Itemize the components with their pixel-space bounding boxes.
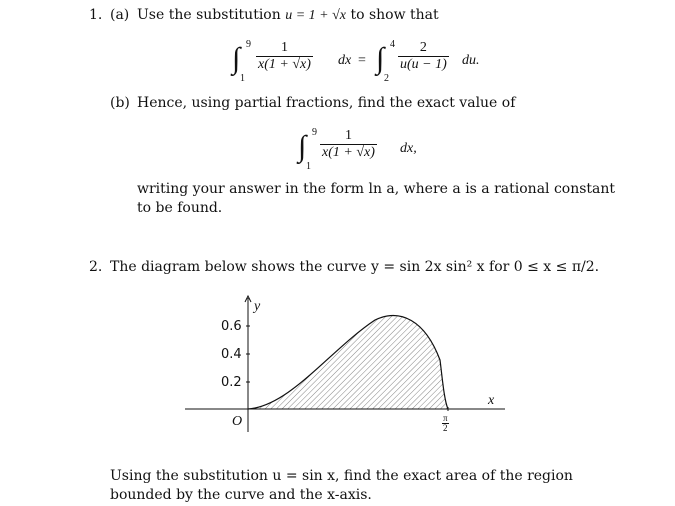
integrand-numerator: 1 — [344, 128, 352, 143]
x-tick-numerator: π — [442, 413, 448, 423]
integral-sign: ∫ — [376, 42, 385, 75]
rhs-denominator: u(u − 1) — [400, 57, 447, 72]
q1a-equation — [230, 34, 490, 84]
q1b-label: (b) — [110, 95, 130, 111]
q2-closing-line-1: Using the substitution u = sin x, find the exact area of the region — [110, 468, 573, 484]
shaded-region — [248, 316, 448, 409]
q1-number: 1. — [89, 7, 103, 23]
q1b-answer-line-2: to be found. — [137, 200, 223, 216]
lower-limit: 2 — [384, 73, 389, 84]
q2-number: 2. — [89, 259, 103, 275]
lower-limit: 1 — [306, 161, 311, 172]
q2-intro: The diagram below shows the curve y = sin 2x sin² x for 0 ≤ x ≤ π/2. — [110, 259, 600, 275]
q1b-instruction: Hence, using partial fractions, find the exact value of — [137, 95, 516, 111]
rhs-differential: du. — [462, 53, 480, 68]
integral-sign: ∫ — [232, 42, 241, 75]
x-tick-label — [442, 414, 449, 433]
rhs-fraction — [396, 40, 451, 73]
equals-sign: = — [358, 53, 366, 68]
y-tick-label: 0.6 — [221, 319, 242, 334]
upper-limit: 4 — [390, 39, 395, 50]
q1b-integral — [296, 122, 446, 172]
integrand-fraction — [318, 128, 379, 161]
curve-graph — [180, 290, 510, 440]
q1a-substitution: u = 1 + √x — [285, 8, 346, 23]
y-axis-label: y — [254, 299, 261, 314]
integrand-differential: dx, — [400, 141, 417, 156]
x-axis-label: x — [488, 393, 495, 408]
q2-closing-line-2: bounded by the curve and the x-axis. — [110, 487, 372, 503]
q1a-instruction — [137, 6, 439, 25]
upper-limit: 9 — [312, 127, 317, 138]
q1b-answer-line-1: writing your answer in the form ln a, where a is a rational constant — [137, 181, 616, 197]
lower-limit: 1 — [240, 73, 245, 84]
rhs-numerator: 2 — [419, 40, 427, 55]
upper-limit: 9 — [246, 39, 251, 50]
integral-sign: ∫ — [298, 130, 307, 163]
y-tick-label: 0.4 — [221, 347, 242, 362]
q1a-text-before: Use the substitution — [137, 7, 286, 23]
lhs-differential: dx — [338, 53, 352, 68]
q1a-text-after: to show that — [346, 7, 439, 23]
x-tick-denominator: 2 — [443, 423, 448, 433]
origin-label: O — [232, 414, 243, 429]
q1a-label: (a) — [110, 7, 130, 23]
lhs-fraction — [254, 40, 315, 73]
y-tick-label: 0.2 — [221, 375, 242, 390]
lhs-numerator: 1 — [280, 40, 288, 55]
lhs-denominator: x(1 + √x) — [258, 57, 311, 72]
integrand-denominator: x(1 + √x) — [322, 145, 375, 160]
